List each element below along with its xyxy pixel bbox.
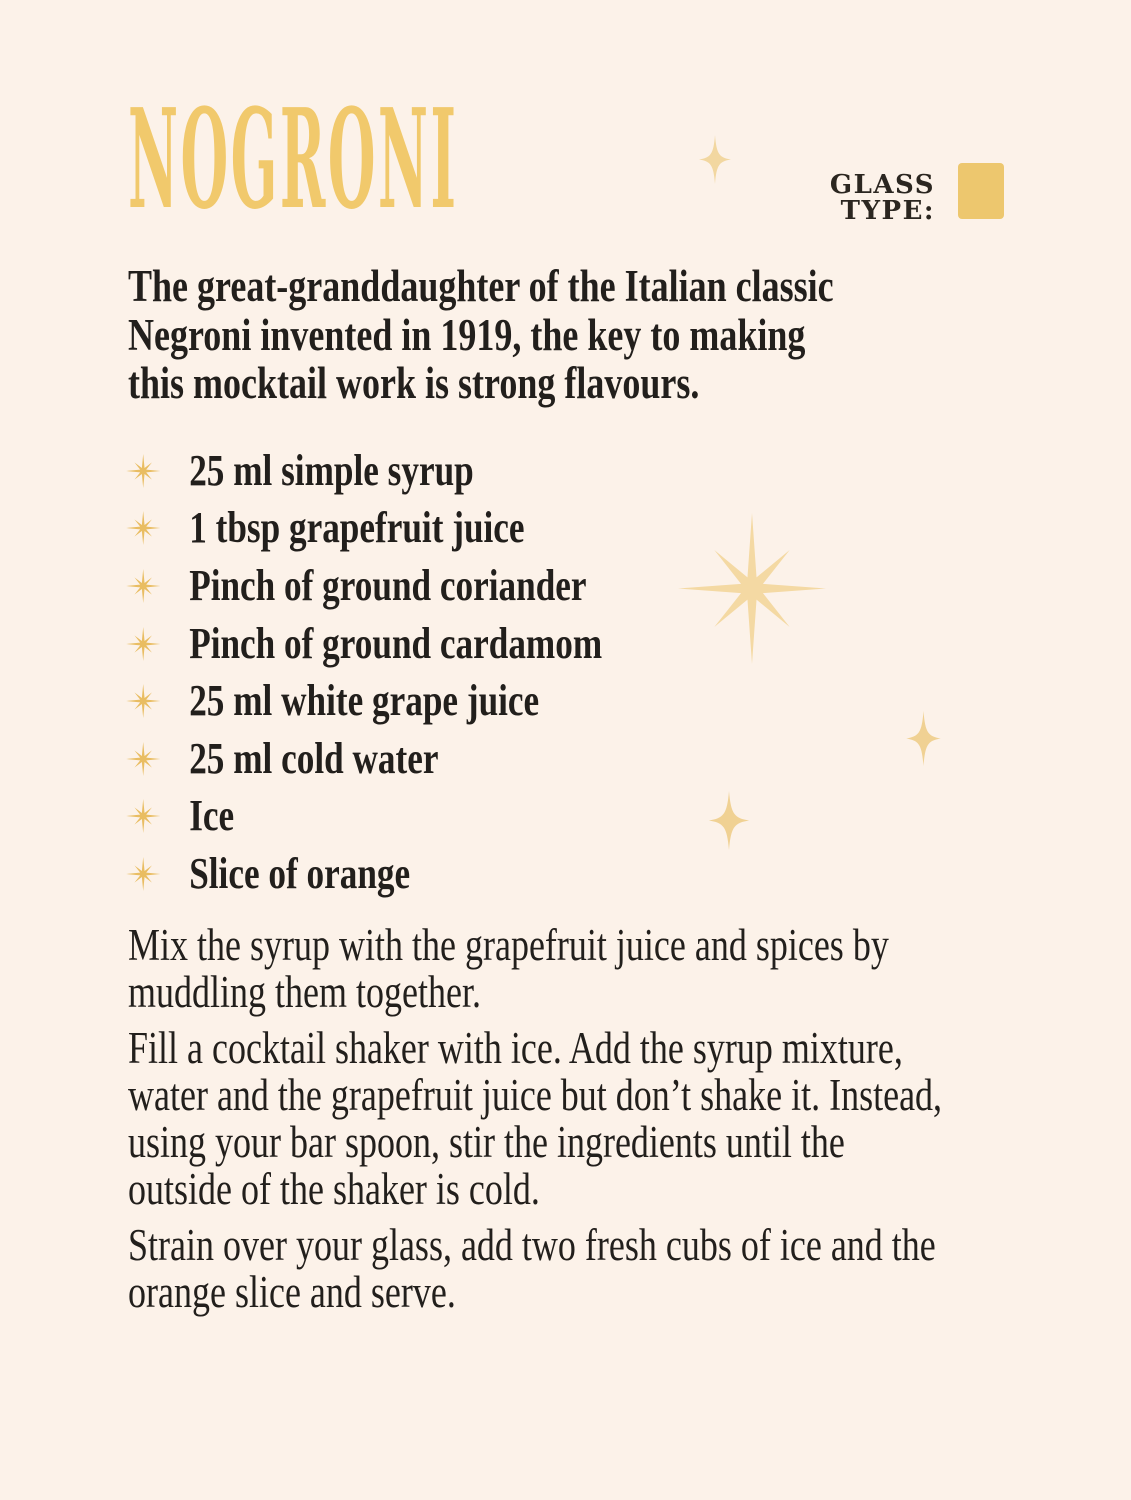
list-item <box>126 845 602 903</box>
intro-line: The great-granddaughter of the Italian classic <box>128 261 834 311</box>
starburst-icon <box>678 513 826 664</box>
list-item <box>126 672 602 730</box>
ingredient-label: 25 ml white grape juice <box>189 676 540 726</box>
glass-type-swatch-icon <box>958 163 1004 219</box>
star-bullet-icon <box>126 799 160 833</box>
intro-line: Negroni invented in 1919, the key to making <box>128 309 806 360</box>
ingredient-label: 25 ml simple syrup <box>189 445 474 495</box>
instruction-line: using your bar spoon, stir the ingredients until the <box>128 1117 845 1167</box>
instruction-line: outside of the shaker is cold. <box>128 1164 540 1214</box>
star-bullet-icon <box>126 569 160 603</box>
instruction-line: orange slice and serve. <box>128 1267 456 1317</box>
instruction-paragraph <box>128 922 942 1016</box>
list-item <box>126 788 602 846</box>
list-item <box>126 557 602 615</box>
ingredient-label: Ice <box>189 791 235 841</box>
instructions-section <box>128 922 942 1325</box>
intro-paragraph <box>128 262 834 408</box>
list-item <box>126 500 602 558</box>
intro-line: this mocktail work is strong flavours. <box>128 358 700 408</box>
ingredient-label: Pinch of ground cardamom <box>189 618 603 668</box>
glass-type-label-line2: TYPE: <box>840 196 935 226</box>
glass-type-label <box>760 172 935 224</box>
instruction-line: Fill a cocktail shaker with ice. Add the syrup mixture, <box>128 1023 903 1073</box>
instruction-paragraph <box>128 1222 942 1316</box>
instruction-line: water and the grapefruit juice but don’t shake it. Instead, <box>128 1070 943 1120</box>
instruction-line: Mix the syrup with the grapefruit juice and spices by <box>128 920 889 970</box>
star-bullet-icon <box>126 684 160 718</box>
ingredient-label: 25 ml cold water <box>189 733 439 783</box>
instruction-line: muddling them together. <box>128 967 481 1017</box>
ingredient-label: Pinch of ground coriander <box>189 560 587 610</box>
list-item <box>126 615 602 673</box>
star-bullet-icon <box>126 454 160 488</box>
list-item <box>126 442 602 500</box>
star-bullet-icon <box>126 742 160 776</box>
glass-type-label-line1: GLASS <box>829 170 935 200</box>
page-title: NOGRONI <box>128 79 459 240</box>
star-bullet-icon <box>126 511 160 545</box>
ingredient-label: Slice of orange <box>189 848 411 898</box>
sparkle-icon <box>705 791 753 850</box>
ingredient-label: 1 tbsp grapefruit juice <box>189 503 525 553</box>
sparkle-icon <box>696 135 734 184</box>
sparkle-icon <box>903 711 944 766</box>
star-bullet-icon <box>126 857 160 891</box>
star-bullet-icon <box>126 627 160 661</box>
ingredient-list <box>126 442 602 903</box>
list-item <box>126 730 602 788</box>
instruction-line: Strain over your glass, add two fresh cubs of ice and the <box>128 1220 936 1270</box>
instruction-paragraph <box>128 1025 942 1213</box>
